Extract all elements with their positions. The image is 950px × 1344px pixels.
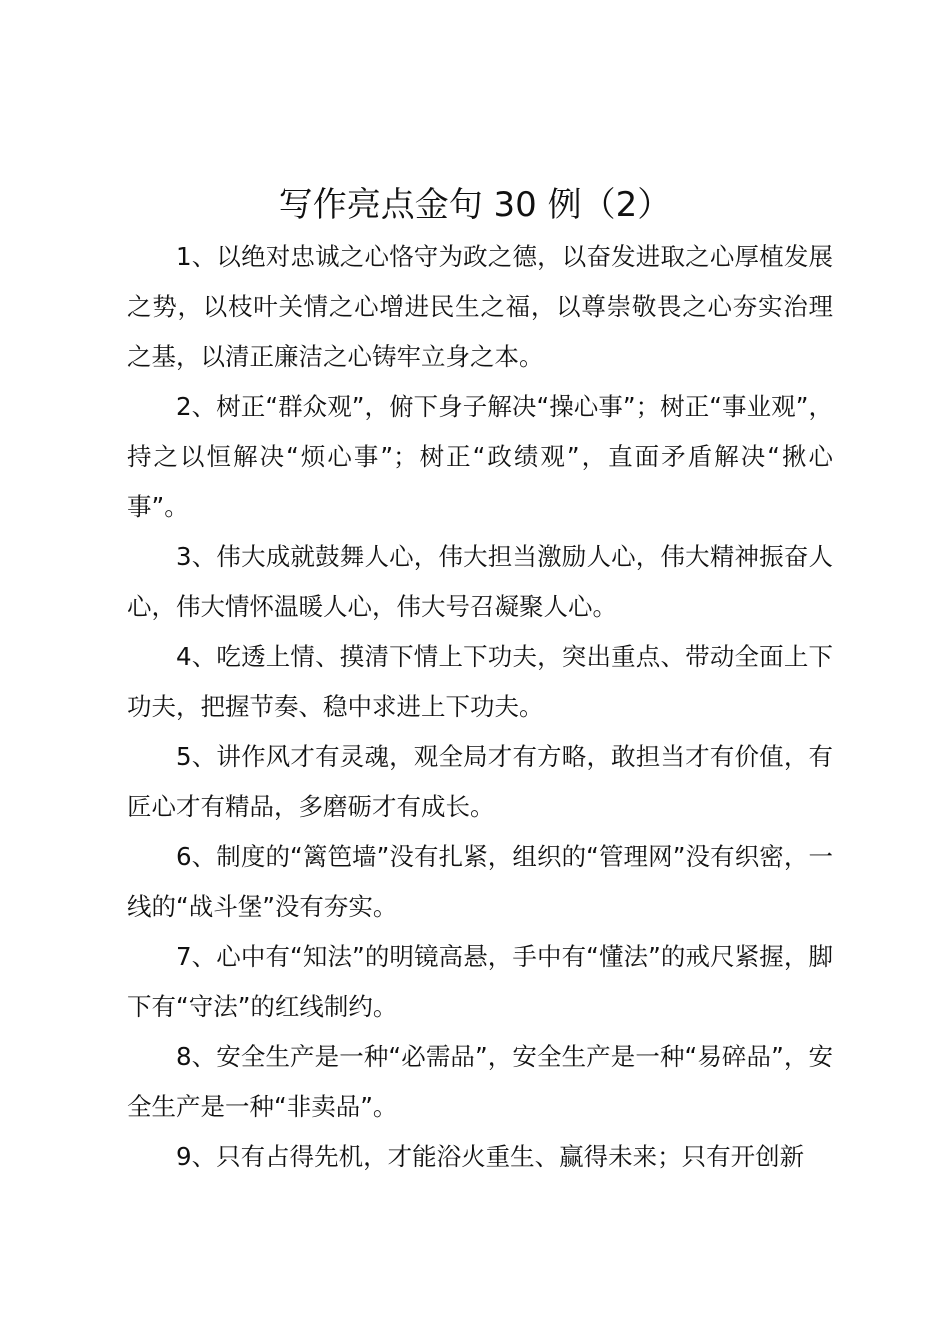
paragraph-6: 6、制度的“篱笆墙”没有扎紧，组织的“管理网”没有织密，一线的“战斗堡”没有夯实。 <box>127 842 833 921</box>
paragraph-7: 7、心中有“知法”的明镜高悬，手中有“懂法”的戒尺紧握，脚下有“守法”的红线制约。 <box>127 942 833 1021</box>
paragraph-5: 5、讲作风才有灵魂，观全局才有方略，敢担当才有价值，有匠心才有精品，多磨砺才有成长。 <box>127 742 833 821</box>
paragraph-8: 8、安全生产是一种“必需品”，安全生产是一种“易碎品”，安全生产是一种“非卖品”。 <box>127 1042 833 1121</box>
paragraph-1: 1、以绝对忠诚之心恪守为政之德，以奋发进取之心厚植发展之势，以枝叶关情之心增进民生之福，以尊崇敬畏之心夯实治理之基，以清正廉洁之心铸牢立身之本。 <box>127 242 833 371</box>
document-title: 写作亮点金句 30 例（2） <box>278 185 672 225</box>
paragraph-9: 9、只有占得先机，才能浴火重生、赢得未来；只有开创新 <box>176 1142 805 1171</box>
paragraph-4: 4、吃透上情、摸清下情上下功夫，突出重点、带动全面上下功夫，把握节奏、稳中求进上下功夫。 <box>127 642 833 721</box>
paragraph-2: 2、树正“群众观”，俯下身子解决“操心事”；树正“事业观”，持之以恒解决“烦心事”；树正“政绩观”，直面矛盾解决“揪心事”。 <box>127 392 833 521</box>
paragraph-3: 3、伟大成就鼓舞人心，伟大担当激励人心，伟大精神振奋人心，伟大情怀温暖人心，伟大号召凝聚人心。 <box>127 542 833 621</box>
document-body <box>127 232 833 1182</box>
